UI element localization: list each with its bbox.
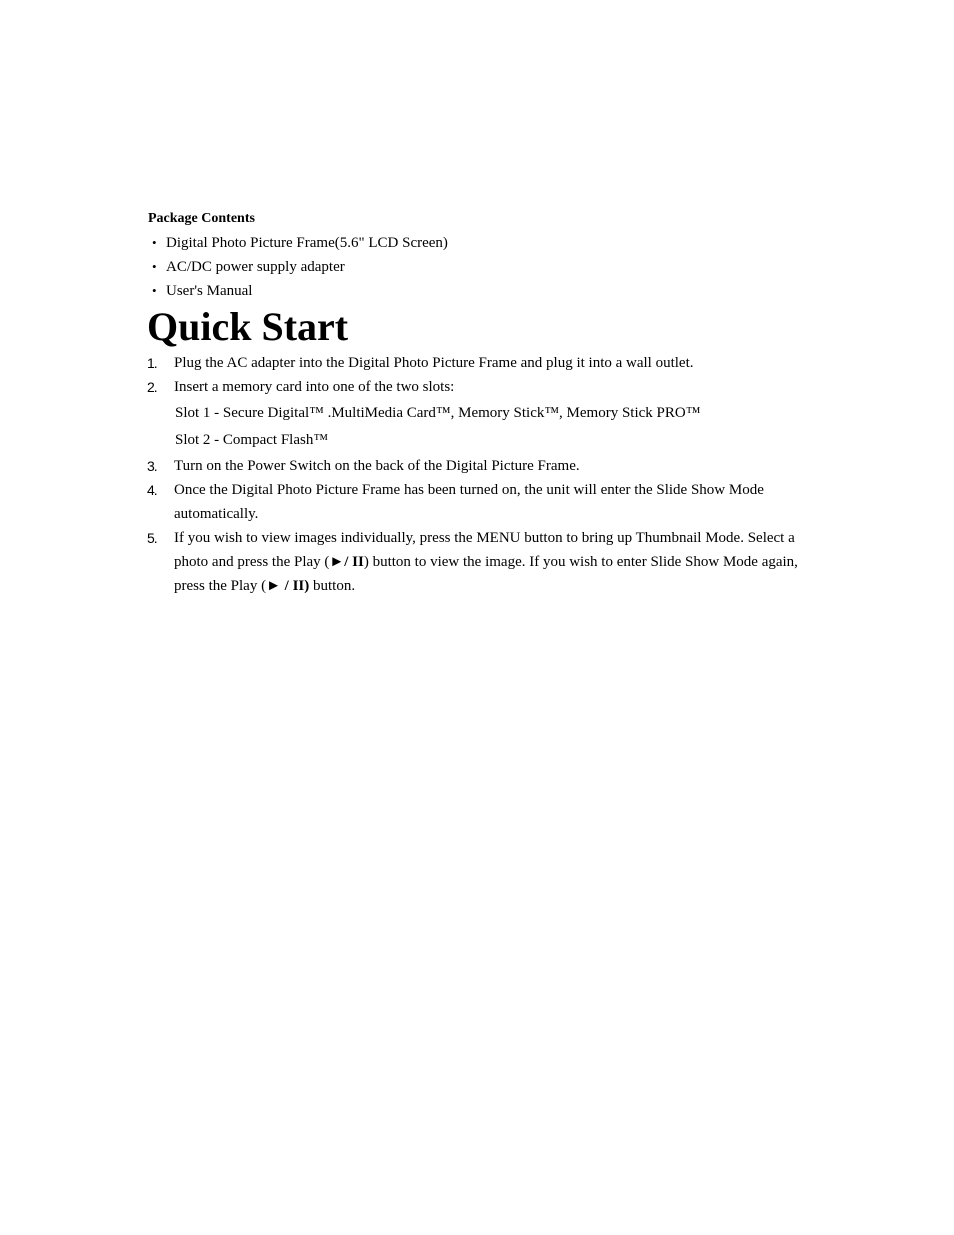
- step-2: [147, 375, 827, 399]
- package-item-adapter: AC/DC power supply adapter: [166, 259, 345, 275]
- step-text-part-1: If you wish to view images individually, press the MENU button to bring up Thumbnail Mode. Select a photo and press the Play (: [174, 530, 795, 570]
- package-item-frame: Digital Photo Picture Frame(5.6" LCD Screen): [166, 235, 448, 251]
- package-contents-heading: Package Contents: [148, 211, 255, 226]
- quick-start-steps: [147, 351, 827, 598]
- step-number: 2.: [147, 379, 157, 395]
- step-number: 1.: [147, 355, 157, 371]
- bullet-icon: •: [152, 235, 157, 250]
- step-4: [147, 478, 827, 526]
- step-text: Plug the AC adapter into the Digital Photo Picture Frame and plug it into a wall outlet.: [174, 355, 694, 371]
- package-item-manual: User's Manual: [166, 283, 253, 299]
- step-text: [174, 526, 827, 598]
- step-number: 3.: [147, 458, 157, 474]
- play-pause-symbol: ►/ II: [329, 554, 364, 570]
- slot-2-line: Slot 2 - Compact Flash™: [175, 432, 329, 448]
- list-item: [148, 233, 448, 257]
- step-text-part-3: button.: [309, 578, 356, 594]
- play-pause-symbol: ► / II): [266, 578, 310, 594]
- bullet-icon: •: [152, 259, 157, 274]
- step-text: Turn on the Power Switch on the back of the Digital Picture Frame.: [174, 458, 580, 474]
- step-number: 4.: [147, 482, 157, 498]
- step-1: [147, 351, 827, 375]
- list-item: [148, 257, 448, 281]
- step-5: [147, 526, 827, 598]
- step-3: [147, 454, 827, 478]
- slot-1-line: Slot 1 - Secure Digital™ .MultiMedia Card™, Memory Stick™, Memory Stick PRO™: [175, 405, 701, 421]
- step-number: 5.: [147, 530, 157, 546]
- step-text: Insert a memory card into one of the two slots:: [174, 379, 455, 395]
- step-text-part-2: ) button to view the image. If you wish to enter Slide Show Mode again, press the Play (: [174, 554, 798, 594]
- quick-start-title: Quick Start: [147, 304, 349, 349]
- bullet-icon: •: [152, 283, 157, 298]
- step-text: Once the Digital Photo Picture Frame has been turned on, the unit will enter the Slide Show Mode automatically.: [174, 482, 764, 522]
- package-contents-list: [148, 233, 448, 305]
